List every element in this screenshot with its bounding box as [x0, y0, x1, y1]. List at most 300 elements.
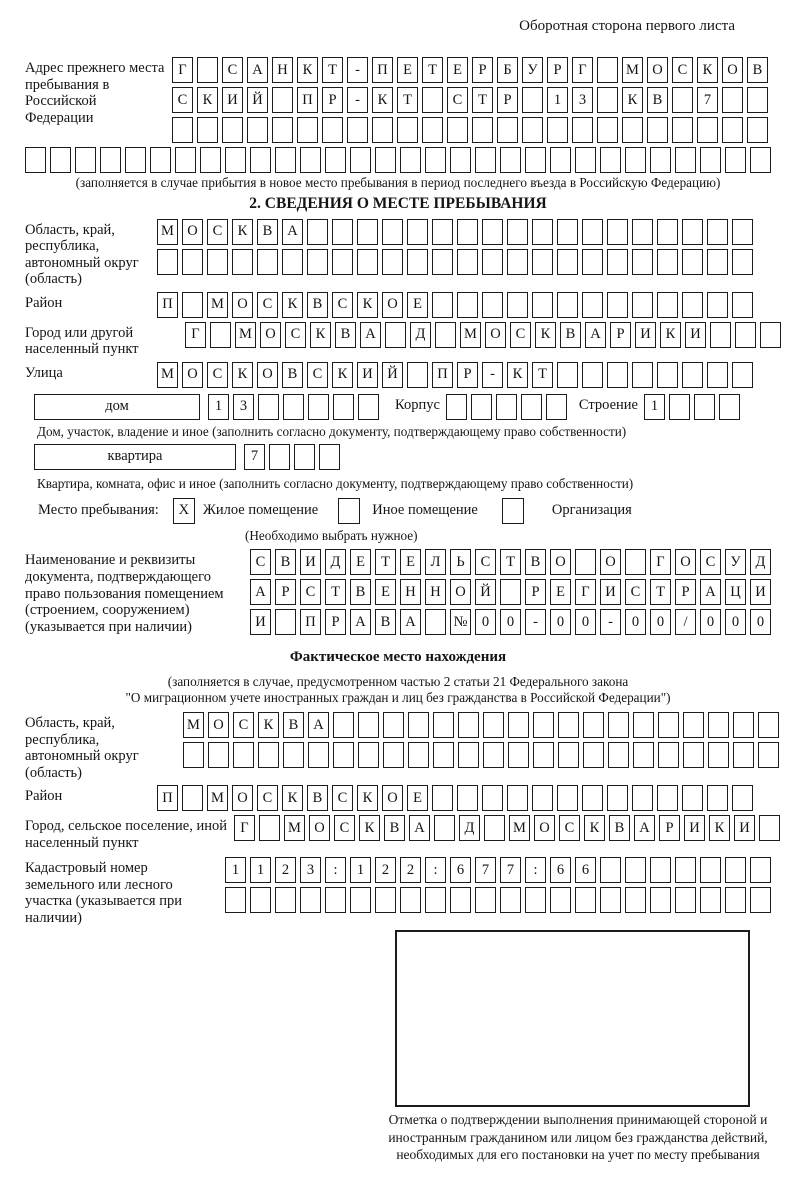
char-cell: С: [625, 579, 646, 605]
char-cell: [700, 857, 721, 883]
document-field: [25, 549, 800, 635]
char-cell: Е: [407, 292, 428, 318]
char-cell: М: [207, 785, 228, 811]
char-cell: [250, 147, 271, 173]
char-cell: М: [284, 815, 305, 841]
char-cell: И: [250, 609, 271, 635]
char-cell: [607, 362, 628, 388]
char-cell: 6: [575, 857, 596, 883]
char-cell: [525, 887, 546, 913]
char-cell: :: [425, 857, 446, 883]
house-row: [34, 394, 800, 420]
char-cell: [272, 87, 293, 113]
char-cell: [275, 609, 296, 635]
char-cell: [532, 292, 553, 318]
char-cell: [522, 87, 543, 113]
char-cell: Д: [410, 322, 431, 348]
char-cell: 3: [572, 87, 593, 113]
char-cell: К: [372, 87, 393, 113]
char-cell: Р: [610, 322, 631, 348]
char-cell: [607, 249, 628, 275]
char-cell: М: [183, 712, 204, 738]
actual-region-label: Область, край, республика, автономный округ (область): [25, 715, 139, 781]
char-cell: [332, 219, 353, 245]
char-cell: [483, 742, 504, 768]
char-cell: [483, 712, 504, 738]
char-cell: 2: [375, 857, 396, 883]
char-cell: [450, 887, 471, 913]
char-cell: [125, 147, 146, 173]
char-cell: 7: [244, 444, 265, 470]
char-cell: [333, 742, 354, 768]
char-cell: [432, 249, 453, 275]
char-cell: Р: [547, 57, 568, 83]
char-cell: А: [700, 579, 721, 605]
char-cell: [500, 579, 521, 605]
char-cell: [758, 712, 779, 738]
char-cell: Г: [172, 57, 193, 83]
char-cell: С: [285, 322, 306, 348]
char-cell: [183, 742, 204, 768]
char-cell: [525, 147, 546, 173]
char-cell: :: [325, 857, 346, 883]
section2-city-field: [25, 322, 800, 358]
char-cell: 0: [475, 609, 496, 635]
char-cell: [657, 292, 678, 318]
char-cell: [719, 394, 740, 420]
char-cell: В: [283, 712, 304, 738]
house-number-cells: [208, 394, 379, 420]
stay-type-checkbox-organization: [502, 498, 524, 524]
char-cell: 3: [233, 394, 254, 420]
char-cell: К: [258, 712, 279, 738]
char-cell: [707, 249, 728, 275]
char-cell: К: [332, 362, 353, 388]
section2-region-row-2: [157, 249, 753, 275]
char-cell: С: [332, 785, 353, 811]
char-cell: О: [257, 362, 278, 388]
char-cell: №: [450, 609, 471, 635]
char-cell: [357, 219, 378, 245]
apartment-box-label: квартира: [34, 444, 236, 470]
char-cell: О: [208, 712, 229, 738]
char-cell: Е: [400, 549, 421, 575]
char-cell: [747, 87, 768, 113]
char-cell: Р: [275, 579, 296, 605]
char-cell: [475, 147, 496, 173]
char-cell: [407, 249, 428, 275]
char-cell: 2: [400, 857, 421, 883]
char-cell: [407, 219, 428, 245]
char-cell: -: [482, 362, 503, 388]
apartment-caption: Квартира, комната, офис и иное (заполнить согласно документу, подтверждающему право собственности): [37, 475, 634, 491]
char-cell: [750, 887, 771, 913]
char-cell: 0: [500, 609, 521, 635]
char-cell: К: [709, 815, 730, 841]
char-cell: А: [350, 609, 371, 635]
char-cell: И: [750, 579, 771, 605]
char-cell: 1: [208, 394, 229, 420]
char-cell: [425, 609, 446, 635]
char-cell: [522, 117, 543, 143]
actual-region-field: [25, 712, 800, 781]
char-cell: И: [635, 322, 656, 348]
char-cell: К: [584, 815, 605, 841]
section2-title: 2. СВЕДЕНИЯ О МЕСТЕ ПРЕБЫВАНИЯ: [249, 194, 547, 212]
char-cell: [446, 394, 467, 420]
char-cell: [225, 887, 246, 913]
char-cell: [300, 147, 321, 173]
char-cell: С: [475, 549, 496, 575]
char-cell: [157, 249, 178, 275]
char-cell: А: [400, 609, 421, 635]
section2-street-field: [25, 362, 800, 388]
char-cell: [207, 249, 228, 275]
stay-type-label: Место пребывания:: [38, 502, 159, 519]
char-cell: [607, 292, 628, 318]
char-cell: 6: [550, 857, 571, 883]
char-cell: [332, 249, 353, 275]
char-cell: [725, 887, 746, 913]
char-cell: [425, 147, 446, 173]
char-cell: [432, 785, 453, 811]
char-cell: [625, 857, 646, 883]
char-cell: Т: [650, 579, 671, 605]
prev-address-caption: (заполняется в случае прибытия в новое место пребывания в период последнего въезда в Российскую Федерацию): [75, 175, 721, 190]
char-cell: [450, 147, 471, 173]
char-cell: [358, 742, 379, 768]
char-cell: [333, 394, 354, 420]
char-cell: А: [360, 322, 381, 348]
section2-district-field: [25, 292, 800, 318]
char-cell: [400, 887, 421, 913]
section2-street-row: [157, 362, 753, 388]
char-cell: /: [675, 609, 696, 635]
char-cell: [297, 117, 318, 143]
char-cell: [259, 815, 280, 841]
char-cell: 3: [300, 857, 321, 883]
section2-region-label: Область, край, республика, автономный округ (область): [25, 221, 139, 288]
char-cell: [758, 742, 779, 768]
char-cell: К: [622, 87, 643, 113]
char-cell: [508, 742, 529, 768]
char-cell: О: [382, 292, 403, 318]
apartment-row: [34, 444, 800, 470]
char-cell: [682, 249, 703, 275]
char-cell: [625, 147, 646, 173]
char-cell: [683, 742, 704, 768]
char-cell: [150, 147, 171, 173]
char-cell: [557, 249, 578, 275]
char-cell: [197, 57, 218, 83]
char-cell: В: [307, 785, 328, 811]
char-cell: [547, 117, 568, 143]
char-cell: [725, 857, 746, 883]
char-cell: [100, 147, 121, 173]
char-cell: И: [222, 87, 243, 113]
section2-district-row: [157, 292, 753, 318]
char-cell: М: [509, 815, 530, 841]
char-cell: Г: [185, 322, 206, 348]
char-cell: [497, 117, 518, 143]
char-cell: У: [725, 549, 746, 575]
char-cell: [250, 887, 271, 913]
char-cell: [308, 394, 329, 420]
char-cell: К: [507, 362, 528, 388]
actual-region-row-2: [183, 742, 779, 768]
char-cell: И: [600, 579, 621, 605]
char-cell: 0: [750, 609, 771, 635]
char-cell: [258, 394, 279, 420]
char-cell: В: [375, 609, 396, 635]
char-cell: К: [232, 362, 253, 388]
char-cell: [532, 249, 553, 275]
char-cell: Т: [325, 579, 346, 605]
char-cell: [458, 712, 479, 738]
prev-address-row-3: [172, 117, 768, 143]
char-cell: А: [409, 815, 430, 841]
char-cell: В: [609, 815, 630, 841]
actual-city-rows: [234, 815, 780, 841]
char-cell: [408, 712, 429, 738]
char-cell: [657, 785, 678, 811]
char-cell: А: [308, 712, 329, 738]
char-cell: В: [747, 57, 768, 83]
char-cell: Д: [325, 549, 346, 575]
char-cell: О: [647, 57, 668, 83]
char-cell: [607, 219, 628, 245]
char-cell: [482, 249, 503, 275]
char-cell: О: [450, 579, 471, 605]
char-cell: [632, 362, 653, 388]
char-cell: [294, 444, 315, 470]
stay-type-checkbox-other-premises: [338, 498, 360, 524]
char-cell: [400, 147, 421, 173]
char-cell: Д: [750, 549, 771, 575]
confirmation-stamp-caption: Отметка о подтверждении выполнения принимающей стороной и иностранным гражданином или лицом без гражданства действий, необходимых для его постановки на учет по месту пребывания: [388, 1112, 768, 1163]
char-cell: С: [307, 362, 328, 388]
stroenie-cells: [644, 394, 740, 420]
char-cell: К: [197, 87, 218, 113]
char-cell: У: [522, 57, 543, 83]
prev-address-field: [25, 57, 800, 143]
char-cell: [375, 147, 396, 173]
section2-city-label: Город или другой населенный пункт: [25, 324, 139, 358]
char-cell: [550, 147, 571, 173]
char-cell: [672, 87, 693, 113]
char-cell: [182, 249, 203, 275]
char-cell: С: [257, 785, 278, 811]
char-cell: [707, 292, 728, 318]
char-cell: [657, 362, 678, 388]
char-cell: О: [309, 815, 330, 841]
prev-address-row-4: [25, 147, 800, 173]
char-cell: О: [600, 549, 621, 575]
char-cell: -: [600, 609, 621, 635]
char-cell: 0: [650, 609, 671, 635]
char-cell: К: [535, 322, 556, 348]
char-cell: Е: [375, 579, 396, 605]
char-cell: [675, 887, 696, 913]
char-cell: И: [685, 322, 706, 348]
char-cell: К: [282, 785, 303, 811]
char-cell: [597, 57, 618, 83]
char-cell: [582, 249, 603, 275]
char-cell: [607, 785, 628, 811]
char-cell: [225, 147, 246, 173]
char-cell: [300, 887, 321, 913]
char-cell: [372, 117, 393, 143]
char-cell: Ц: [725, 579, 746, 605]
char-cell: [457, 785, 478, 811]
char-cell: [735, 322, 756, 348]
char-cell: [433, 712, 454, 738]
char-cell: [347, 117, 368, 143]
char-cell: [283, 394, 304, 420]
char-cell: О: [485, 322, 506, 348]
char-cell: [233, 742, 254, 768]
apartment-cells: [244, 444, 340, 470]
char-cell: [658, 712, 679, 738]
char-cell: Ь: [450, 549, 471, 575]
cadastral-rows: [225, 857, 771, 913]
char-cell: [507, 219, 528, 245]
char-cell: [575, 147, 596, 173]
char-cell: А: [634, 815, 655, 841]
char-cell: [732, 785, 753, 811]
char-cell: С: [207, 362, 228, 388]
char-cell: Й: [382, 362, 403, 388]
char-cell: [575, 549, 596, 575]
char-cell: 1: [547, 87, 568, 113]
char-cell: [750, 147, 771, 173]
char-cell: [375, 887, 396, 913]
char-cell: [482, 785, 503, 811]
char-cell: С: [510, 322, 531, 348]
char-cell: [708, 742, 729, 768]
actual-location-title: Фактическое место нахождения: [289, 649, 507, 666]
char-cell: [683, 712, 704, 738]
char-cell: [258, 742, 279, 768]
char-cell: [732, 249, 753, 275]
korpus-label: Корпус: [395, 396, 440, 413]
char-cell: 1: [350, 857, 371, 883]
char-cell: В: [307, 292, 328, 318]
char-cell: [350, 887, 371, 913]
char-cell: Т: [422, 57, 443, 83]
char-cell: О: [182, 362, 203, 388]
char-cell: Н: [425, 579, 446, 605]
char-cell: М: [157, 219, 178, 245]
char-cell: [507, 292, 528, 318]
char-cell: 0: [725, 609, 746, 635]
char-cell: А: [585, 322, 606, 348]
actual-city-label: Город, сельское поселение, иной населенный пункт: [25, 818, 228, 851]
char-cell: П: [432, 362, 453, 388]
char-cell: Р: [322, 87, 343, 113]
char-cell: С: [233, 712, 254, 738]
char-cell: Т: [397, 87, 418, 113]
char-cell: [597, 117, 618, 143]
char-cell: [283, 742, 304, 768]
house-box-label: дом: [34, 394, 200, 420]
char-cell: [707, 362, 728, 388]
char-cell: [471, 394, 492, 420]
char-cell: С: [207, 219, 228, 245]
char-cell: [550, 887, 571, 913]
document-row-2: [250, 579, 771, 605]
char-cell: [500, 147, 521, 173]
char-cell: [647, 117, 668, 143]
char-cell: [532, 785, 553, 811]
char-cell: [422, 87, 443, 113]
stay-type-row: [38, 498, 800, 524]
char-cell: [557, 785, 578, 811]
char-cell: [382, 219, 403, 245]
char-cell: [608, 712, 629, 738]
char-cell: [422, 117, 443, 143]
char-cell: Б: [497, 57, 518, 83]
char-cell: Й: [247, 87, 268, 113]
char-cell: И: [357, 362, 378, 388]
section2-region-field: [25, 219, 800, 288]
actual-region-row-1: [183, 712, 779, 738]
char-cell: П: [157, 785, 178, 811]
section2-city-rows: [185, 322, 781, 348]
char-cell: [682, 292, 703, 318]
char-cell: О: [534, 815, 555, 841]
char-cell: [650, 857, 671, 883]
char-cell: [432, 292, 453, 318]
char-cell: [707, 785, 728, 811]
char-cell: К: [697, 57, 718, 83]
char-cell: Р: [472, 57, 493, 83]
char-cell: В: [335, 322, 356, 348]
char-cell: [572, 117, 593, 143]
char-cell: И: [734, 815, 755, 841]
char-cell: [182, 292, 203, 318]
char-cell: 1: [225, 857, 246, 883]
char-cell: [700, 887, 721, 913]
stay-type-note: (Необходимо выбрать нужное): [245, 527, 418, 543]
char-cell: 0: [575, 609, 596, 635]
char-cell: [675, 857, 696, 883]
char-cell: Т: [532, 362, 553, 388]
char-cell: О: [182, 219, 203, 245]
char-cell: С: [334, 815, 355, 841]
char-cell: В: [384, 815, 405, 841]
char-cell: Г: [650, 549, 671, 575]
char-cell: [600, 857, 621, 883]
char-cell: [282, 249, 303, 275]
char-cell: П: [372, 57, 393, 83]
prev-address-row-2: [172, 87, 768, 113]
section2-district-label: Район: [25, 294, 63, 311]
char-cell: [733, 712, 754, 738]
char-cell: [600, 147, 621, 173]
char-cell: [457, 219, 478, 245]
char-cell: Р: [497, 87, 518, 113]
korpus-cells: [446, 394, 567, 420]
char-cell: С: [257, 292, 278, 318]
char-cell: [172, 117, 193, 143]
char-cell: [25, 147, 46, 173]
char-cell: [197, 117, 218, 143]
char-cell: [521, 394, 542, 420]
char-cell: [600, 887, 621, 913]
char-cell: [333, 712, 354, 738]
char-cell: [357, 249, 378, 275]
